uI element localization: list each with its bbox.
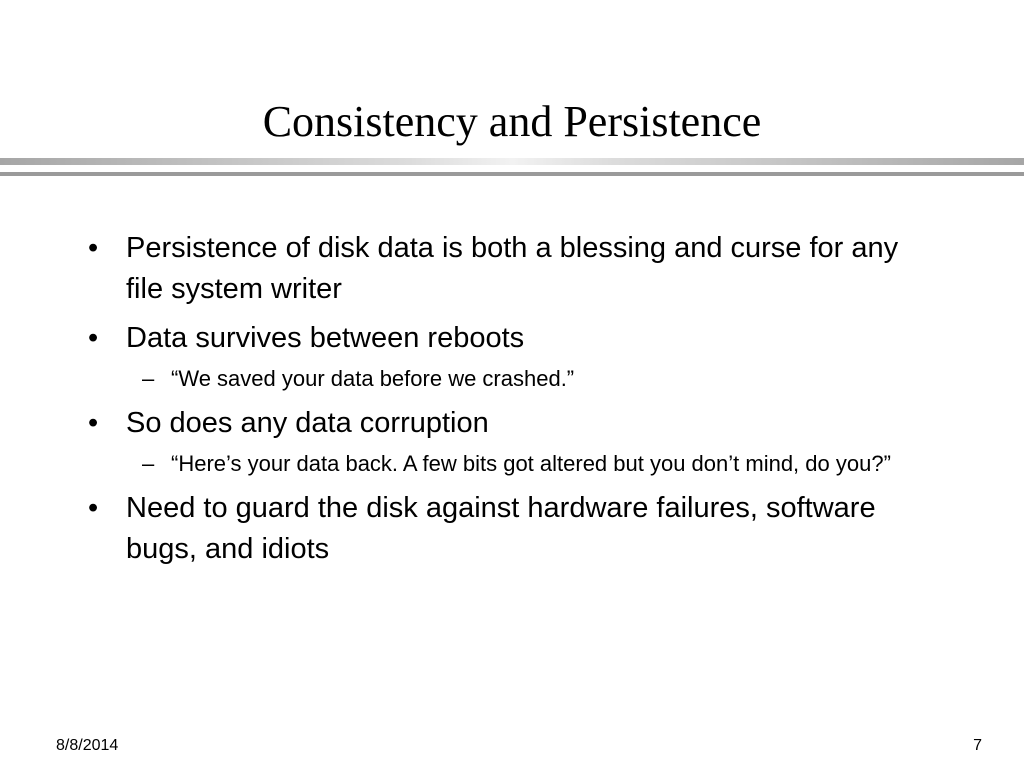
bullet-item xyxy=(0,228,1024,310)
bullet-item xyxy=(0,488,1024,570)
bullet-marker: • xyxy=(88,322,99,354)
bullet-marker: • xyxy=(88,407,99,439)
sub-bullet-marker: – xyxy=(142,366,155,391)
bullet-text: Data survives between reboots xyxy=(126,322,525,354)
page-number: 7 xyxy=(973,737,982,754)
bullet-list xyxy=(0,228,1024,578)
bullet-marker: • xyxy=(88,492,99,524)
sub-bullet-marker: – xyxy=(142,451,155,476)
sub-bullet-text: “We saved your data before we crashed.” xyxy=(171,366,575,391)
slide-title: Consistency and Persistence xyxy=(262,97,762,146)
title-divider-line xyxy=(0,172,1024,176)
bullet-marker: • xyxy=(88,232,99,264)
footer-date: 8/8/2014 xyxy=(56,737,119,754)
sub-bullet-text: “Here’s your data back. A few bits got altered but you don’t mind, do you?” xyxy=(171,451,891,476)
title-divider-gradient xyxy=(0,158,1024,165)
sub-bullet-item xyxy=(0,448,1024,480)
bullet-text: So does any data corruption xyxy=(126,407,489,439)
bullet-item xyxy=(0,318,1024,359)
bullet-item xyxy=(0,403,1024,444)
bullet-text: Need to guard the disk against hardware failures, software bugs, and idiots xyxy=(126,492,876,565)
bullet-text: Persistence of disk data is both a blessing and curse for any file system writer xyxy=(126,232,899,305)
sub-bullet-item xyxy=(0,363,1024,395)
